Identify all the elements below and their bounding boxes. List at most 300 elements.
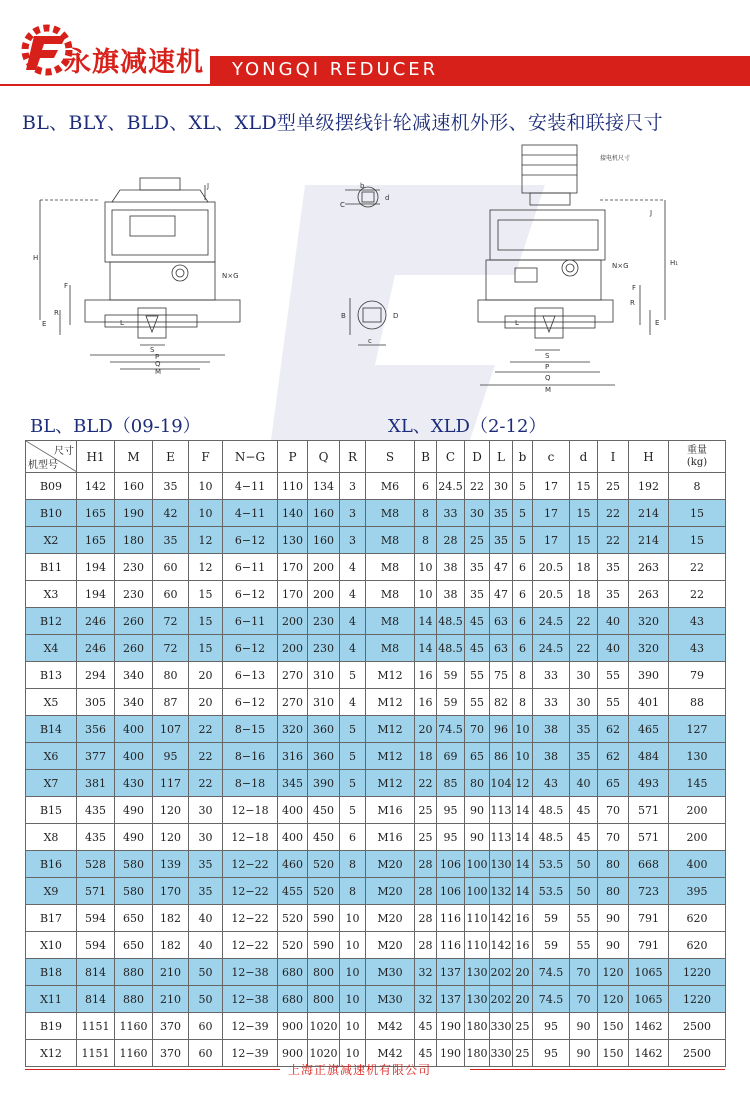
label-p: P [155, 353, 160, 361]
table-cell: 880 [115, 959, 153, 986]
table-cell: 95 [437, 824, 465, 851]
table-cell: 1151 [77, 1013, 115, 1040]
table-cell: 86 [490, 743, 513, 770]
label-e-right: E [655, 319, 660, 327]
table-cell: 28 [415, 878, 437, 905]
table-cell: 8−15 [223, 716, 278, 743]
table-cell: 12−38 [223, 986, 278, 1013]
table-cell: 8 [340, 851, 366, 878]
table-cell: 5 [513, 500, 533, 527]
table-cell: 620 [669, 932, 726, 959]
table-cell: 88 [669, 689, 726, 716]
table-cell: 35 [465, 581, 490, 608]
table-cell: 182 [153, 905, 189, 932]
table-cell: 594 [77, 905, 115, 932]
shaft-detail-drawing [345, 187, 386, 345]
right-dimension-labels [515, 154, 678, 394]
table-cell: 14 [415, 635, 437, 662]
table-cell: 95 [153, 743, 189, 770]
table-cell: 38 [437, 581, 465, 608]
table-row [26, 608, 726, 635]
label-l-right: L [515, 319, 519, 327]
table-cell: 580 [115, 851, 153, 878]
table-cell: 45 [570, 797, 598, 824]
table-cell: 106 [437, 851, 465, 878]
table-cell: 40 [189, 905, 223, 932]
table-cell: 202 [490, 959, 513, 986]
label-s: S [150, 346, 155, 354]
table-cell: 35 [189, 851, 223, 878]
label-r: R [54, 309, 59, 317]
label-f-right: F [632, 284, 637, 292]
table-cell: 95 [533, 1040, 570, 1067]
table-row [26, 473, 726, 500]
shaft-labels [340, 182, 398, 345]
table-cell: 528 [77, 851, 115, 878]
table-row [26, 824, 726, 851]
table-cell: 90 [570, 1040, 598, 1067]
table-cell: 594 [77, 932, 115, 959]
table-cell: 12−22 [223, 932, 278, 959]
table-cell: 139 [153, 851, 189, 878]
model-cell: B12 [26, 608, 77, 635]
table-cell: 8 [340, 878, 366, 905]
table-cell: 70 [598, 797, 629, 824]
table-cell: 17 [533, 500, 570, 527]
table-cell: 8 [513, 662, 533, 689]
table-cell: M8 [366, 581, 415, 608]
table-cell: 120 [598, 986, 629, 1013]
table-cell: 180 [465, 1013, 490, 1040]
table-cell: 150 [598, 1040, 629, 1067]
label-f: F [64, 282, 69, 290]
table-cell: 24.5 [437, 473, 465, 500]
table-cell: 35 [570, 716, 598, 743]
table-row [26, 959, 726, 986]
model-cell: B14 [26, 716, 77, 743]
col-header-c: C [437, 441, 465, 473]
table-cell: 59 [437, 662, 465, 689]
brand-tagline: YONGQI REDUCER [232, 59, 439, 80]
table-cell: 400 [278, 824, 308, 851]
table-row [26, 500, 726, 527]
table-cell: 2500 [669, 1040, 726, 1067]
table-cell: 294 [77, 662, 115, 689]
model-cell: B18 [26, 959, 77, 986]
table-cell: 25 [465, 527, 490, 554]
table-cell: 55 [465, 662, 490, 689]
table-cell: 170 [278, 581, 308, 608]
table-cell: 16 [415, 662, 437, 689]
model-cell: X8 [26, 824, 77, 851]
table-cell: M30 [366, 986, 415, 1013]
table-cell: 395 [669, 878, 726, 905]
table-cell: 400 [669, 851, 726, 878]
table-cell: 28 [415, 905, 437, 932]
table-cell: 305 [77, 689, 115, 716]
table-cell: 230 [308, 608, 340, 635]
table-cell: 4 [340, 608, 366, 635]
table-cell: 270 [278, 662, 308, 689]
table-cell: 72 [153, 635, 189, 662]
table-cell: 493 [629, 770, 669, 797]
table-cell: 450 [308, 824, 340, 851]
left-outline-drawing [40, 178, 240, 369]
table-cell: 791 [629, 905, 669, 932]
table-cell: 25 [415, 824, 437, 851]
table-cell: 69 [437, 743, 465, 770]
table-cell: 22 [570, 608, 598, 635]
table-cell: 90 [598, 932, 629, 959]
table-cell: 15 [570, 473, 598, 500]
table-cell: 12−39 [223, 1040, 278, 1067]
table-cell: 316 [278, 743, 308, 770]
table-row [26, 932, 726, 959]
table-cell: 214 [629, 527, 669, 554]
table-cell: 12−18 [223, 824, 278, 851]
table-cell: 120 [153, 824, 189, 851]
table-cell: 55 [598, 662, 629, 689]
table-cell: M12 [366, 743, 415, 770]
table-cell: 1160 [115, 1013, 153, 1040]
table-cell: 12−39 [223, 1013, 278, 1040]
table-cell: 900 [278, 1013, 308, 1040]
table-cell: 117 [153, 770, 189, 797]
table-cell: 8−16 [223, 743, 278, 770]
table-cell: 140 [278, 500, 308, 527]
table-cell: 33 [437, 500, 465, 527]
table-cell: 130 [465, 959, 490, 986]
table-cell: 25 [513, 1013, 533, 1040]
table-cell: 6−11 [223, 554, 278, 581]
table-cell: 6−12 [223, 527, 278, 554]
table-cell: 6 [513, 608, 533, 635]
table-cell: 120 [153, 797, 189, 824]
table-cell: 12 [189, 554, 223, 581]
table-cell: 263 [629, 554, 669, 581]
label-shaft-b: B [341, 312, 346, 320]
table-cell: 20.5 [533, 581, 570, 608]
col-header-r: R [340, 441, 366, 473]
model-cell: X4 [26, 635, 77, 662]
table-cell: 120 [598, 959, 629, 986]
table-cell: 330 [490, 1013, 513, 1040]
table-cell: 160 [308, 527, 340, 554]
table-cell: 10 [189, 473, 223, 500]
table-cell: 30 [570, 662, 598, 689]
table-cell: M8 [366, 635, 415, 662]
label-r-right: R [630, 299, 635, 307]
table-cell: 28 [415, 932, 437, 959]
brand-name: 永旗减速机 [64, 47, 204, 78]
table-cell: 165 [77, 500, 115, 527]
table-cell: 1220 [669, 959, 726, 986]
table-cell: 107 [153, 716, 189, 743]
table-cell: 33 [533, 662, 570, 689]
table-cell: 12−38 [223, 959, 278, 986]
table-cell: 814 [77, 986, 115, 1013]
table-cell: 800 [308, 959, 340, 986]
table-cell: 48.5 [533, 824, 570, 851]
table-cell: 20 [415, 716, 437, 743]
table-cell: 20 [189, 662, 223, 689]
table-cell: 87 [153, 689, 189, 716]
table-cell: 63 [490, 635, 513, 662]
table-cell: 180 [465, 1040, 490, 1067]
col-header-n-g: N−G [223, 441, 278, 473]
table-cell: 55 [570, 932, 598, 959]
table-cell: 214 [629, 500, 669, 527]
table-cell: 400 [115, 716, 153, 743]
table-cell: 680 [278, 959, 308, 986]
table-header-row [26, 441, 726, 473]
table-cell: 30 [189, 797, 223, 824]
table-cell: M20 [366, 851, 415, 878]
model-cell: X9 [26, 878, 77, 905]
table-cell: 130 [490, 851, 513, 878]
table-corner-cell [26, 441, 77, 473]
table-cell: 75 [490, 662, 513, 689]
weight-header-line1: 重量 [687, 444, 707, 456]
table-cell: 85 [437, 770, 465, 797]
model-cell: X7 [26, 770, 77, 797]
table-cell: 40 [189, 932, 223, 959]
brand-bar [210, 56, 750, 84]
table-cell: M20 [366, 905, 415, 932]
table-cell: 10 [189, 500, 223, 527]
table-cell: 90 [465, 824, 490, 851]
col-header-q: Q [308, 441, 340, 473]
table-cell: 35 [153, 527, 189, 554]
table-cell: 520 [308, 878, 340, 905]
label-s-right: S [545, 352, 550, 360]
table-cell: 345 [278, 770, 308, 797]
table-cell: 12−22 [223, 878, 278, 905]
table-cell: 63 [490, 608, 513, 635]
table-cell: 30 [490, 473, 513, 500]
table-cell: 142 [490, 905, 513, 932]
table-cell: 74.5 [437, 716, 465, 743]
table-cell: 113 [490, 824, 513, 851]
table-row [26, 986, 726, 1013]
label-shaft-c: C [340, 201, 345, 209]
table-cell: 4 [340, 581, 366, 608]
table-cell: 6 [340, 824, 366, 851]
table-cell: 5 [340, 770, 366, 797]
table-cell: 160 [308, 500, 340, 527]
table-cell: 28 [415, 851, 437, 878]
table-cell: M30 [366, 959, 415, 986]
table-cell: 50 [570, 878, 598, 905]
table-cell: 190 [437, 1040, 465, 1067]
table-cell: 1065 [629, 986, 669, 1013]
table-cell: 10 [415, 554, 437, 581]
table-cell: 580 [115, 878, 153, 905]
label-j-right: J [650, 209, 653, 217]
table-cell: 106 [437, 878, 465, 905]
table-cell: 10 [415, 581, 437, 608]
label-q-right: Q [545, 374, 551, 382]
table-cell: 16 [513, 932, 533, 959]
model-cell: X10 [26, 932, 77, 959]
label-j: J [207, 182, 210, 190]
table-cell: 40 [570, 770, 598, 797]
table-row [26, 581, 726, 608]
table-body [26, 473, 726, 1067]
table-cell: 263 [629, 581, 669, 608]
col-header-weight [669, 441, 726, 473]
table-cell: 50 [189, 959, 223, 986]
label-m: M [155, 368, 162, 376]
table-cell: 60 [189, 1040, 223, 1067]
table-cell: 53.5 [533, 851, 570, 878]
table-cell: 381 [77, 770, 115, 797]
table-cell: 194 [77, 581, 115, 608]
table-cell: 360 [308, 743, 340, 770]
table-cell: 5 [340, 743, 366, 770]
table-cell: 6−12 [223, 689, 278, 716]
table-cell: 25 [513, 1040, 533, 1067]
table-cell: 5 [513, 527, 533, 554]
label-shaft-d-small: d [385, 194, 390, 202]
table-cell: 8 [415, 500, 437, 527]
table-cell: 15 [669, 500, 726, 527]
table-cell: 246 [77, 635, 115, 662]
table-cell: 50 [570, 851, 598, 878]
table-cell: 590 [308, 932, 340, 959]
table-cell: 40 [598, 608, 629, 635]
table-cell: 4−11 [223, 500, 278, 527]
table-cell: 723 [629, 878, 669, 905]
table-cell: 116 [437, 932, 465, 959]
col-header-l: L [490, 441, 513, 473]
table-cell: 5 [340, 716, 366, 743]
table-cell: 182 [153, 932, 189, 959]
label-h1: H₁ [670, 259, 679, 267]
table-cell: 590 [308, 905, 340, 932]
table-cell: 1151 [77, 1040, 115, 1067]
label-p-right: P [545, 363, 550, 371]
table-cell: 80 [598, 851, 629, 878]
table-cell: 80 [598, 878, 629, 905]
table-cell: 45 [415, 1040, 437, 1067]
table-cell: 1462 [629, 1040, 669, 1067]
table-cell: 24.5 [533, 635, 570, 662]
table-cell: 5 [340, 797, 366, 824]
table-cell: 1160 [115, 1040, 153, 1067]
table-cell: 18 [570, 554, 598, 581]
table-cell: 60 [153, 554, 189, 581]
table-cell: 35 [153, 473, 189, 500]
table-cell: 6−13 [223, 662, 278, 689]
table-cell: 465 [629, 716, 669, 743]
table-cell: 190 [437, 1013, 465, 1040]
label-e: E [42, 320, 47, 328]
table-cell: 310 [308, 689, 340, 716]
table-cell: 260 [115, 608, 153, 635]
table-cell: 42 [153, 500, 189, 527]
table-cell: 202 [490, 986, 513, 1013]
table-cell: 35 [490, 527, 513, 554]
model-cell: X12 [26, 1040, 77, 1067]
table-cell: 35 [189, 878, 223, 905]
model-cell: B16 [26, 851, 77, 878]
table-cell: M12 [366, 770, 415, 797]
table-cell: 340 [115, 662, 153, 689]
table-cell: 65 [598, 770, 629, 797]
table-cell: 12 [513, 770, 533, 797]
table-cell: M16 [366, 797, 415, 824]
table-cell: 1462 [629, 1013, 669, 1040]
col-header-b: B [415, 441, 437, 473]
table-cell: 200 [669, 824, 726, 851]
table-cell: 43 [669, 608, 726, 635]
table-cell: 127 [669, 716, 726, 743]
table-cell: 80 [153, 662, 189, 689]
table-cell: 48.5 [437, 608, 465, 635]
table-cell: M16 [366, 824, 415, 851]
table-cell: 20 [513, 959, 533, 986]
table-cell: 20 [189, 689, 223, 716]
table-cell: 460 [278, 851, 308, 878]
table-cell: 320 [629, 635, 669, 662]
table-cell: 48.5 [533, 797, 570, 824]
table-cell: 12−18 [223, 797, 278, 824]
table-cell: 15 [189, 608, 223, 635]
table-cell: 15 [189, 635, 223, 662]
table-row [26, 770, 726, 797]
table-cell: 880 [115, 986, 153, 1013]
table-cell: 150 [598, 1013, 629, 1040]
table-cell: 95 [437, 797, 465, 824]
table-cell: 17 [533, 527, 570, 554]
table-cell: 47 [490, 554, 513, 581]
table-cell: 450 [308, 797, 340, 824]
table-cell: M20 [366, 932, 415, 959]
table-cell: 59 [533, 905, 570, 932]
table-cell: 32 [415, 986, 437, 1013]
table-cell: 24.5 [533, 608, 570, 635]
table-cell: 16 [415, 689, 437, 716]
table-row [26, 797, 726, 824]
table-cell: 15 [669, 527, 726, 554]
table-cell: 74.5 [533, 986, 570, 1013]
table-cell: 165 [77, 527, 115, 554]
col-header-b-small: b [513, 441, 533, 473]
table-cell: 192 [629, 473, 669, 500]
table-row [26, 743, 726, 770]
footer-divider-right [470, 1069, 725, 1070]
table-cell: M12 [366, 716, 415, 743]
table-cell: 70 [598, 824, 629, 851]
table-cell: 25 [598, 473, 629, 500]
table-cell: 2500 [669, 1013, 726, 1040]
table-cell: 571 [629, 797, 669, 824]
table-cell: 6 [513, 635, 533, 662]
table-cell: 110 [278, 473, 308, 500]
col-header-d: D [465, 441, 490, 473]
table-cell: 30 [465, 500, 490, 527]
table-cell: 35 [598, 581, 629, 608]
table-cell: 340 [115, 689, 153, 716]
table-cell: 320 [629, 608, 669, 635]
table-cell: 8 [669, 473, 726, 500]
table-cell: 116 [437, 905, 465, 932]
table-cell: 15 [189, 581, 223, 608]
table-row [26, 716, 726, 743]
table-cell: 137 [437, 986, 465, 1013]
table-cell: 330 [490, 1040, 513, 1067]
